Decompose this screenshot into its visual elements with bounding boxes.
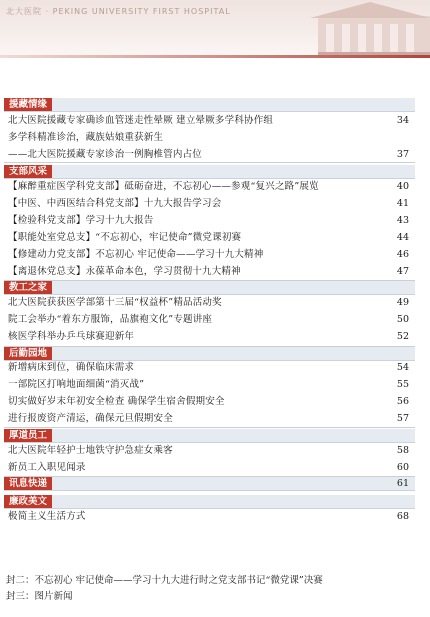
toc-entry[interactable] [8,378,409,392]
entry-title: 一部院区打响地面细菌“消灭战” [8,379,145,390]
entry-title: 【麻醉重症医学科党支部】砥砺奋进，不忘初心——参观“复兴之路”展览 [8,181,319,192]
toc-entry[interactable] [8,197,409,211]
toc-entry[interactable] [8,131,409,145]
entry-title: 北大医院年轻护士地铁守护急症女乘客 [8,445,173,456]
header-banner [0,0,430,58]
toc-entry[interactable] [8,412,409,426]
entry-page-number: 56 [396,396,409,407]
entry-page-number: 61 [396,478,409,489]
section-label: 援藏情缘 [4,98,52,111]
entry-title: 北大医院获获医学部第十三届“权益杯”精品活动奖 [8,297,222,308]
entry-page-number: 44 [396,232,409,243]
toc-entry[interactable] [8,313,409,327]
entry-title: 新员工入职见闻录 [8,462,86,473]
toc-entry[interactable] [8,510,409,524]
entry-title: 核医学科举办乒乓球赛迎新年 [8,331,135,342]
banner-caption: 北大医院 · PEKING UNIVERSITY FIRST HOSPITAL [6,7,231,16]
entry-title: 【中医、中西医结合科党支部】十九大报告学习会 [8,198,222,209]
entry-title: 【离退休党总支】永葆革命本色，学习贯彻十九大精神 [8,266,241,277]
entry-title: 【修建动力党支部】不忘初心 牢记使命——学习十九大精神 [8,249,264,260]
section-label: 厚道员工 [4,429,52,442]
entry-title: 多学科精准诊治，藏族姑娘重获新生 [8,132,164,143]
inside-front-cover-note: 封二：不忘初心 牢记使命——学习十九大进行时之党支部书记“微党课”决赛 [6,575,323,586]
building-illustration [290,0,430,58]
toc-entry[interactable] [8,114,409,128]
entry-page-number: 58 [396,445,409,456]
entry-page-number: 37 [396,149,409,160]
banner-accent-stripe [0,55,430,58]
toc-entry[interactable] [8,361,409,375]
entry-page-number: 60 [396,462,409,473]
entry-title: 新增病床到位，确保临床需求 [8,362,135,373]
section-header [4,165,415,179]
entry-title: 进行报废资产清运，确保元旦假期安全 [8,413,173,424]
section-divider [4,427,415,428]
entry-title: 院工会举办“着东方服饰，品旗袍文化”专题讲座 [8,314,213,325]
toc-entry[interactable] [8,180,409,194]
toc-entry[interactable] [8,477,409,490]
section-header [4,98,415,112]
entry-page-number: 54 [396,362,409,373]
section-header [4,495,415,509]
entry-title: 【职能处室党总支】“不忘初心，牢记使命”微党课初赛 [8,232,242,243]
entry-title: ——北大医院援藏专家诊治一例胸椎管内占位 [8,149,203,160]
toc-entry[interactable] [8,248,409,262]
section-label: 讯息快递 [4,477,52,490]
section-label: 支部风采 [4,165,52,178]
section-header [4,429,415,443]
entry-page-number: 47 [396,266,409,277]
entry-page-number: 57 [396,413,409,424]
section-header [4,347,415,361]
toc-entry[interactable] [8,214,409,228]
toc-entry[interactable] [8,296,409,310]
toc-entry[interactable] [8,461,409,475]
entry-page-number: 55 [396,379,409,390]
entry-page-number: 52 [396,331,409,342]
entry-page-number: 50 [396,314,409,325]
entry-page-number: 34 [396,115,409,126]
toc-entry[interactable] [8,148,409,162]
toc-entry[interactable] [8,395,409,409]
entry-page-number: 49 [396,297,409,308]
toc-entry[interactable] [8,330,409,344]
section-header [4,281,415,295]
section-divider [4,162,415,163]
entry-page-number: 46 [396,249,409,260]
section-label: 廉政美文 [4,495,52,508]
entry-title: 北大医院援藏专家确诊血管迷走性晕厥 建立晕厥多学科协作组 [8,115,274,126]
toc-entry[interactable] [8,231,409,245]
section-label: 教工之家 [4,281,52,294]
entry-page-number: 68 [396,511,409,522]
entry-page-number: 43 [396,215,409,226]
entry-title: 极简主义生活方式 [8,511,86,522]
entry-page-number: 40 [396,181,409,192]
entry-title: 切实做好岁末年初安全检查 确保学生宿舍假期安全 [8,396,225,407]
entry-title: 【检验科党支部】学习十九大报告 [8,215,154,226]
entry-page-number: 41 [396,198,409,209]
inside-back-cover-note: 封三：图片新闻 [6,591,73,602]
toc-entry[interactable] [8,444,409,458]
section-label: 后勤园地 [4,347,52,360]
toc-entry[interactable] [8,265,409,279]
